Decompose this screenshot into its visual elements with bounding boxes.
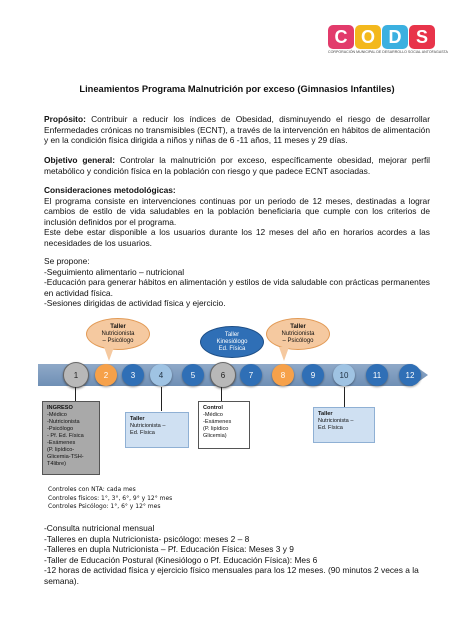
consideraciones-section (44, 185, 430, 249)
connector-line (75, 387, 76, 401)
propone-item: -Seguimiento alimentario – nutricional (44, 266, 185, 277)
month-circle-3: 3 (122, 364, 144, 386)
month-circle-1: 1 (63, 362, 89, 388)
callout-line: Taller (110, 323, 126, 330)
box-line: Ed. Física (130, 430, 155, 436)
callout-line: Ed. Física (218, 345, 246, 352)
callout-line: Taller (290, 323, 306, 330)
month-circle-8: 8 (272, 364, 294, 386)
proposito-text: Contribuir a reducir los índices de Obesidad, disminuyendo el riesgo de desarrollar Enfermedades crónicas no transmisibles (ECNT), a través de la intervención en hábitos de alimentación y en la condición física dirigida a niños y niñas de 6 -11 años, 11 meses y 29 días. (44, 114, 430, 146)
controles-list (48, 486, 172, 512)
taller-nutricionista-edfisica-box-2 (313, 407, 375, 443)
box-line: Control (203, 405, 223, 411)
box-line: -Psicólogo (47, 426, 74, 432)
box-line: Glicemia) (203, 433, 227, 439)
logo-letter: O (355, 25, 381, 49)
month-circle-7: 7 (240, 364, 262, 386)
controles-item: Controles Psicólogo: 1°, 6° y 12° mes (48, 503, 161, 510)
month-circle-6: 6 (210, 362, 236, 388)
callout-taller-nutricionista-psicologo (86, 318, 150, 350)
box-line: Glicemia-TSH- (47, 454, 84, 460)
box-line: -Exámenes (203, 419, 232, 425)
connector-line (344, 387, 345, 407)
consulta-item: -Talleres en dupla Nutricionista- psicólogo: meses 2 – 8 (44, 533, 250, 544)
box-line: Taller (130, 416, 145, 422)
box-line: Nutricionista – (130, 423, 166, 429)
propone-intro: Se propone: (44, 256, 90, 266)
objetivo-text: Controlar la malnutrición por exceso, específicamente obesidad, mejorar perfil metabólico y condición física en la población con riesgo y que padece ECNT asociadas. (44, 155, 430, 176)
month-circle-12: 12 (399, 364, 421, 386)
month-circle-4: 4 (150, 364, 172, 386)
month-circle-10: 10 (333, 364, 355, 386)
control-box (198, 401, 250, 449)
box-line: T4libre) (47, 461, 66, 467)
box-line: -Nutricionista (47, 419, 80, 425)
objetivo-paragraph (44, 155, 430, 176)
callout-line: – Psicólogo (282, 337, 314, 344)
consideraciones-p2: Este debe estar disponible a los usuarios durante los 12 meses del año en horarios acordes a las necesidades de los usuarios. (44, 227, 430, 248)
box-line: Ed. Física (318, 425, 343, 431)
consulta-list (44, 523, 432, 587)
callout-taller-kinesiologo (200, 326, 264, 358)
consulta-item: -Consulta nutricional mensual (44, 523, 155, 533)
logo-letter: C (328, 25, 354, 49)
callout-line: – Psicólogo (102, 337, 134, 344)
page-title: Lineamientos Programa Malnutrición por exceso (Gimnasios Infantiles) (79, 84, 395, 94)
callout-taller-nutricionista-psicologo-2 (266, 318, 330, 350)
controles-item: Controles físicos: 1°, 3°, 6°, 9° y 12° mes (48, 494, 173, 502)
logo-letter: D (382, 25, 408, 49)
controles-item: Controles con NTA: cada mes (48, 486, 136, 493)
propone-item: -Educación para generar hábitos en alimentación y estilos de vida saludable con prácticas permanentes en actividad física. (44, 277, 430, 298)
box-line: Nutricionista – (318, 418, 354, 424)
taller-nutricionista-edfisica-box (125, 412, 189, 448)
consideraciones-label: Consideraciones metodológicas: (44, 185, 176, 195)
box-line: Taller (318, 411, 333, 417)
logo (328, 25, 448, 61)
ingreso-box (42, 401, 100, 475)
box-line: INGRESO (47, 405, 73, 411)
box-line: (P. lipídico (203, 426, 229, 432)
consideraciones-p1: El programa consiste en intervenciones continuas por un periodo de 12 meses, destinadas a lograr cambios de estilo de vida saludables en la población beneficiaria que cumple con los criterios de inclusión definidos por el programa. (44, 195, 430, 227)
callout-line: Nutricionista (281, 330, 315, 337)
month-circle-11: 11 (366, 364, 388, 386)
logo-subtitle: CORPORACIÓN MUNICIPAL DE DESARROLLO SOCIAL ANTOFAGASTA (328, 50, 448, 54)
propone-section (44, 256, 430, 309)
connector-line (221, 387, 222, 401)
proposito-paragraph (44, 114, 430, 146)
callout-line: Nutricionista (101, 330, 135, 337)
logo-letters (328, 25, 440, 49)
box-line: - Pf. Ed. Física (47, 433, 84, 439)
month-circle-2: 2 (95, 364, 117, 386)
callout-pointer (104, 347, 114, 361)
box-line: (P. lipídico- (47, 447, 75, 453)
callout-pointer (279, 347, 289, 361)
box-line: -Médico (47, 412, 67, 418)
consulta-item: -Taller de Educación Postural (Kinesiólogo o Pf. Educación Física): Mes 6 (44, 554, 318, 565)
box-line: -Exámenes (47, 440, 76, 446)
proposito-label: Propósito: (44, 114, 86, 124)
month-circle-5: 5 (182, 364, 204, 386)
callout-line: Taller (224, 331, 240, 338)
callout-line: Kinesiólogo (216, 338, 248, 345)
objetivo-label: Objetivo general: (44, 155, 115, 165)
box-line: -Médico (203, 412, 223, 418)
logo-letter: S (409, 25, 435, 49)
propone-item: -Sesiones dirigidas de actividad física y ejercicio. (44, 298, 226, 309)
consulta-item: -Talleres en dupla Nutricionista – Pf. Educación Física: Meses 3 y 9 (44, 544, 294, 555)
consulta-item: -12 horas de actividad física y ejercicio físico mensuales para los 12 meses. (90 minutos 2 veces a la semana). (44, 565, 419, 586)
connector-line (161, 387, 162, 411)
month-circle-9: 9 (302, 364, 324, 386)
